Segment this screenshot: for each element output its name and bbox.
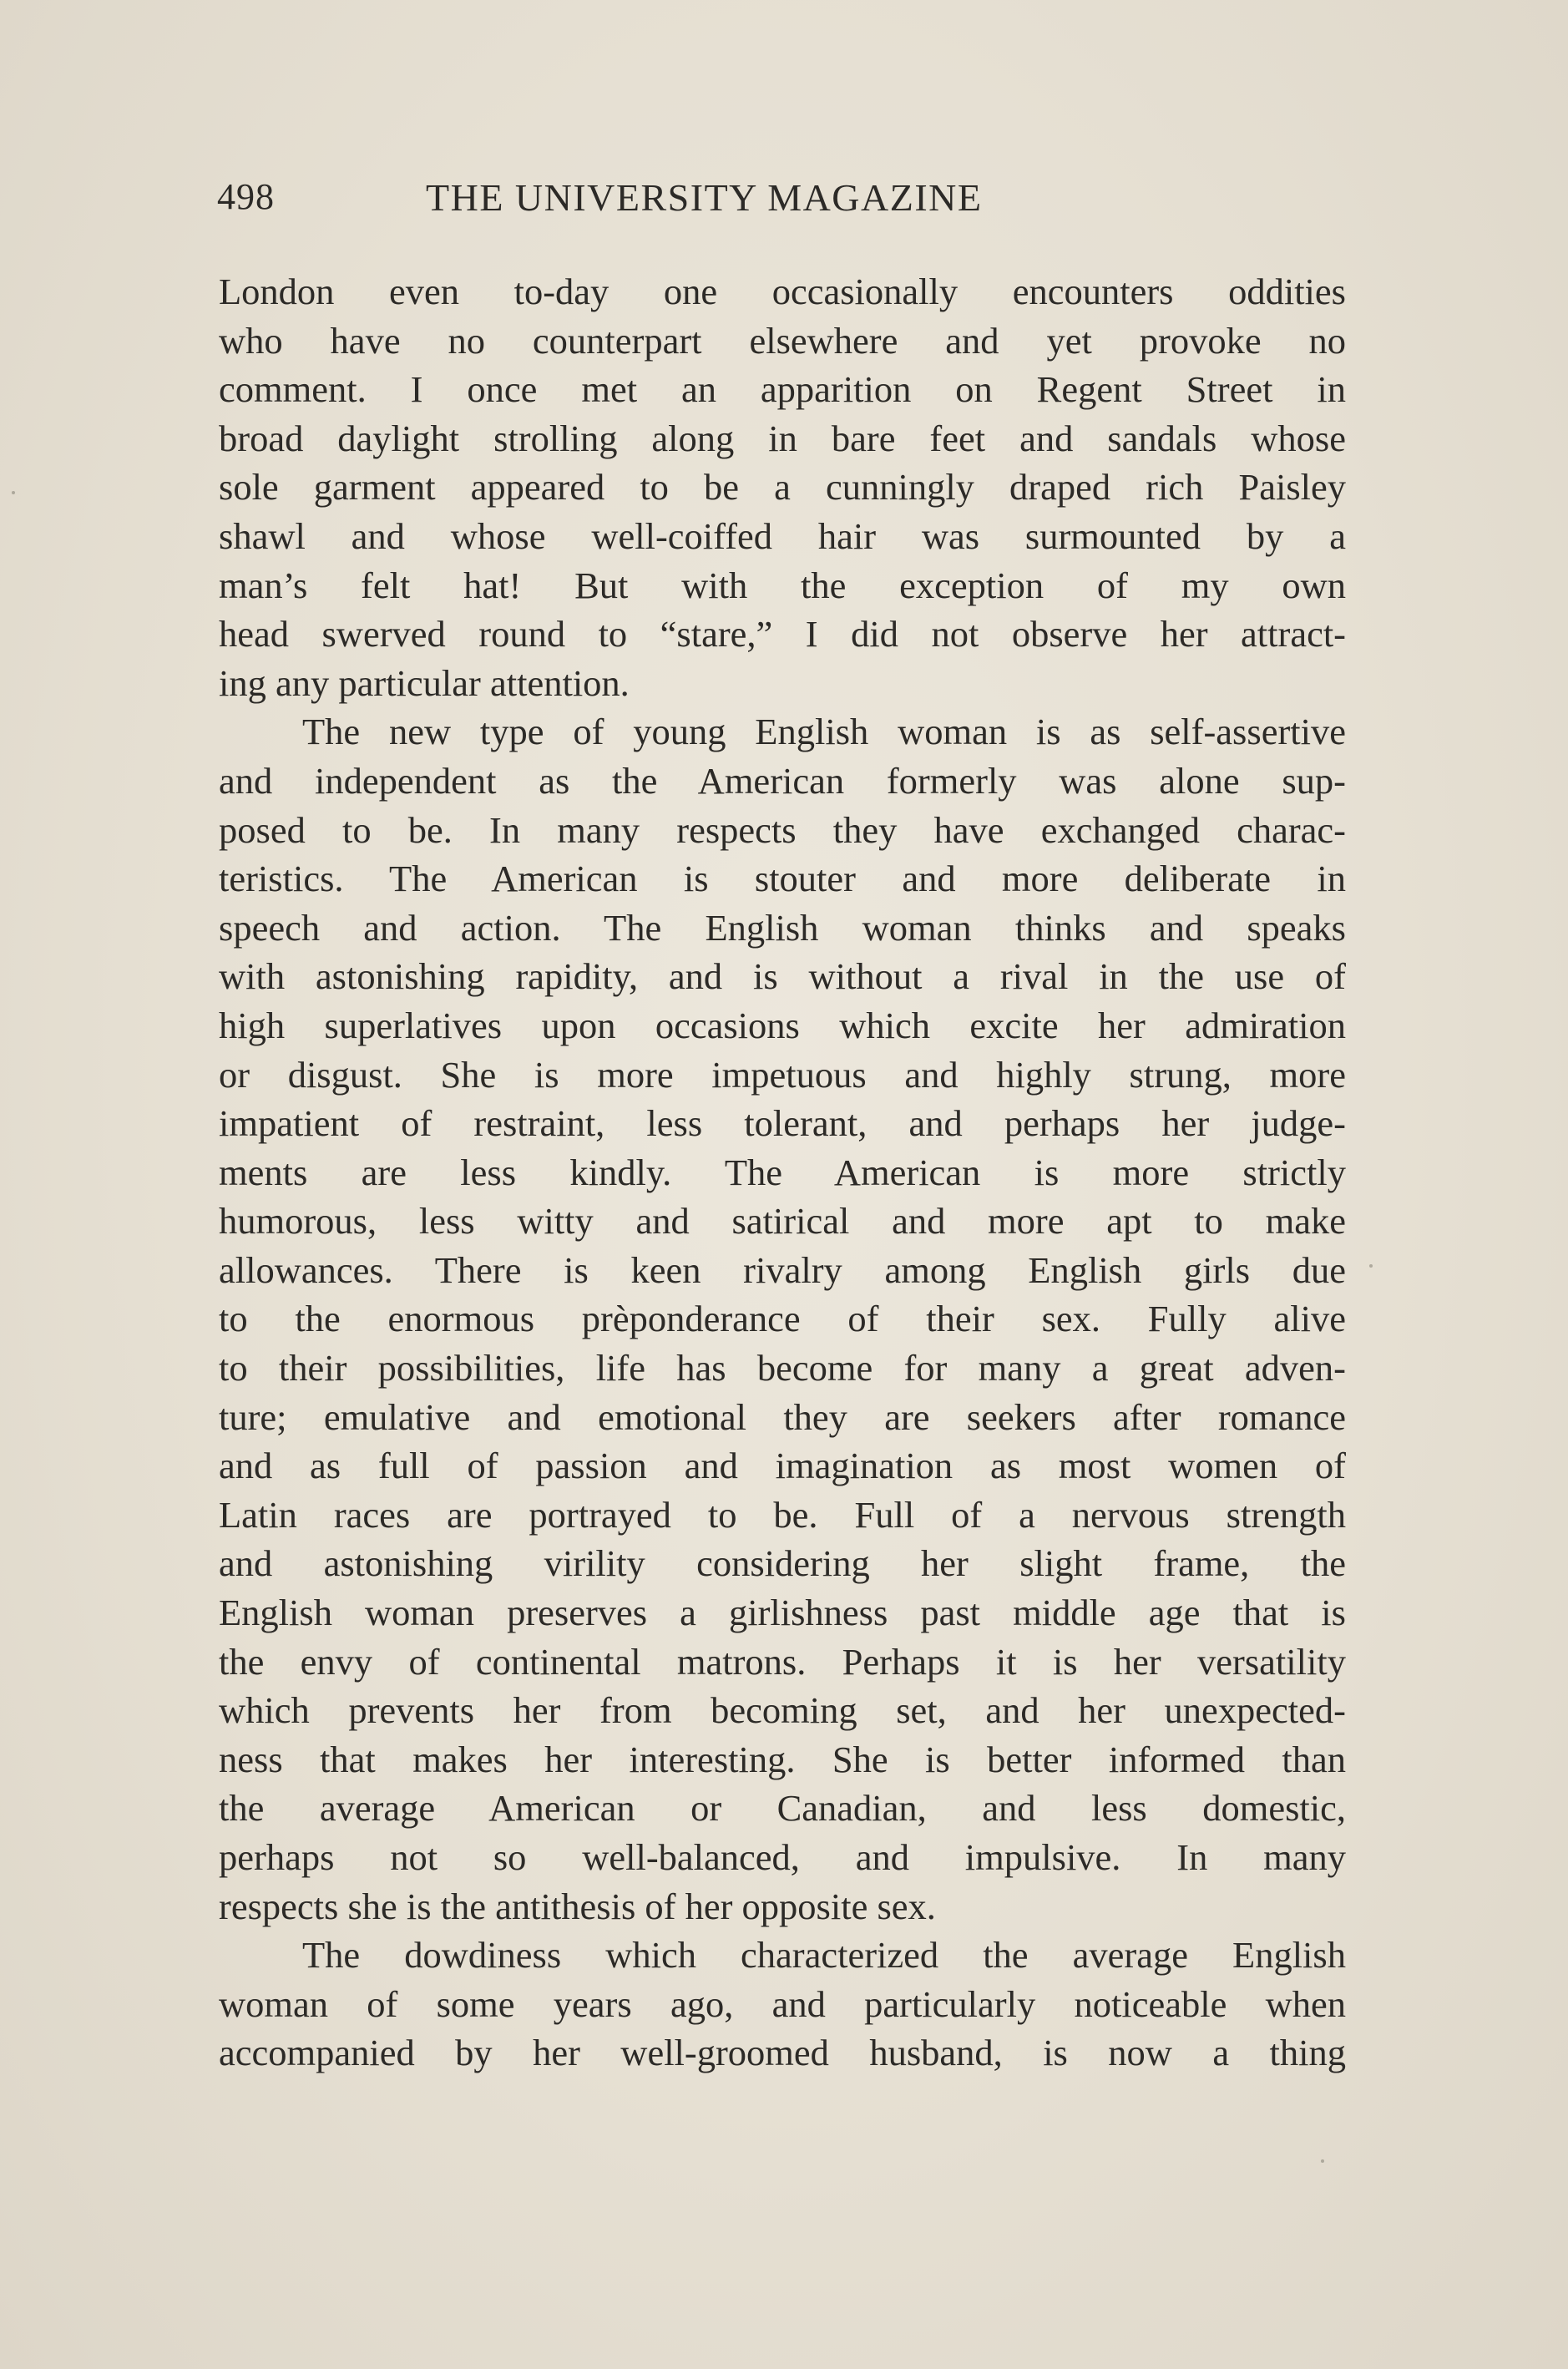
running-head: THE UNIVERSITY MAGAZINE (426, 176, 983, 219)
text-line: and as full of passion and imagination as most women of (219, 1445, 1346, 1487)
text-line: ing any particular attention. (219, 661, 630, 704)
text-line: man’s felt hat! But with the exception of my own (219, 564, 1346, 606)
text-line: broad daylight strolling along in bare feet and sandals whose (219, 417, 1346, 459)
text-line: ments are less kindly. The American is more strictly (219, 1151, 1346, 1193)
text-line: shawl and whose well-coiffed hair was surmounted by a (219, 514, 1346, 557)
text-line: speech and action. The English woman thinks and speaks (219, 906, 1346, 949)
paper-speck (1369, 1264, 1373, 1268)
paper-speck (12, 491, 15, 494)
text-line: to their possibilities, life has become for many a great adven- (219, 1347, 1346, 1390)
text-line: sole garment appeared to be a cunningly draped rich Paisley (219, 466, 1346, 509)
text-line: to the enormous prèponderance of their sex. Fully alive (219, 1298, 1346, 1340)
text-line: high superlatives upon occasions which excite her admiration (219, 1004, 1346, 1046)
text-line: which prevents her from becoming set, and her unexpected- (219, 1689, 1346, 1732)
text-line: accompanied by her well-groomed husband, is now a thing (219, 2032, 1346, 2074)
text-line: comment. I once met an apparition on Regent Street in (219, 368, 1346, 411)
text-line: and astonishing virility considering her slight frame, the (219, 1542, 1346, 1585)
text-line: who have no counterpart elsewhere and yet provoke no (219, 319, 1346, 362)
text-line: The new type of young English woman is as self-assertive (302, 711, 1346, 753)
paper-speck (1321, 2159, 1324, 2163)
text-line: impatient of restraint, less tolerant, and perhaps her judge- (219, 1102, 1346, 1145)
body-text (219, 267, 1346, 2078)
text-line: Latin races are portrayed to be. Full of a nervous strength (219, 1493, 1346, 1536)
page-number: 498 (217, 176, 275, 217)
text-line: or disgust. She is more impetuous and highly strung, more (219, 1053, 1346, 1096)
text-line: the envy of continental matrons. Perhaps it is her versatility (219, 1640, 1346, 1683)
text-line: and independent as the American formerly was alone sup- (219, 759, 1346, 802)
text-line: ness that makes her interesting. She is better informed than (219, 1738, 1346, 1780)
paragraph-1 (219, 267, 1346, 707)
text-line: posed to be. In many respects they have exchanged charac- (219, 808, 1346, 851)
text-line: head swerved round to “stare,” I did not observe her attract- (219, 613, 1346, 656)
text-line: English woman preserves a girlishness past middle age that is (219, 1592, 1346, 1634)
text-line: London even to-day one occasionally encounters oddities (219, 271, 1346, 312)
text-line: with astonishing rapidity, and is without a rival in the use of (219, 955, 1346, 998)
page-header (217, 175, 1119, 234)
text-line: respects she is the antithesis of her opposite sex. (219, 1885, 936, 1927)
paragraph-2 (219, 707, 1346, 1931)
text-line: perhaps not so well-balanced, and impulsive. In many (219, 1836, 1346, 1878)
text-line: allowances. There is keen rivalry among English girls due (219, 1248, 1346, 1291)
text-line: teristics. The American is stouter and more deliberate in (219, 858, 1346, 900)
text-line: The dowdiness which characterized the average English (302, 1934, 1346, 1977)
text-line: the average American or Canadian, and less domestic, (219, 1787, 1346, 1830)
text-line: humorous, less witty and satirical and more apt to make (219, 1200, 1346, 1243)
paragraph-3 (219, 1931, 1346, 2078)
text-line: woman of some years ago, and particularly noticeable when (219, 1982, 1346, 2025)
text-line: ture; emulative and emotional they are seekers after romance (219, 1395, 1346, 1438)
